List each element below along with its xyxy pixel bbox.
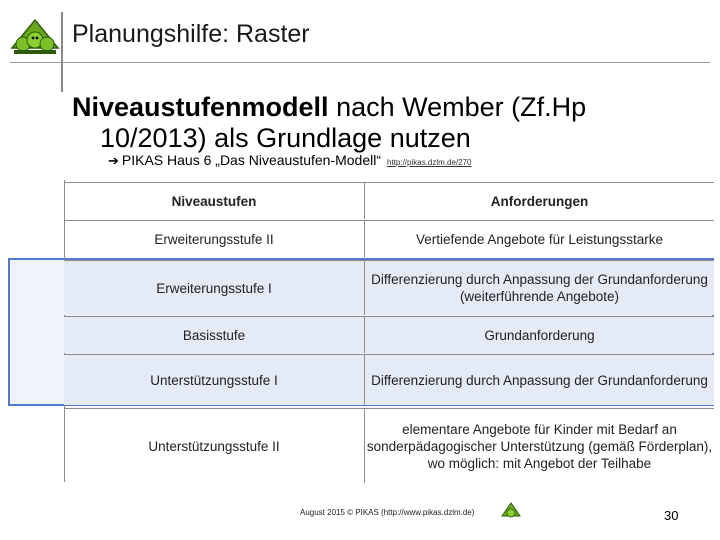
header-horizontal-divider bbox=[10, 62, 710, 63]
heading-line-2: 10/2013) als Grundlage nutzen bbox=[100, 123, 471, 153]
level-cell: Erweiterungsstufe II bbox=[64, 221, 365, 257]
requirement-cell: Differenzierung durch Anpassung der Grundanforderung (weiterführende Angebote) bbox=[371, 272, 708, 304]
niveaustufen-table bbox=[8, 180, 714, 482]
pikas-logo bbox=[8, 14, 62, 60]
footer-copyright: August 2015 © PIKAS (http://www.pikas.dzlm.de) bbox=[300, 508, 475, 517]
heading-rest: nach Wember (Zf.Hp bbox=[328, 92, 587, 122]
slide-heading bbox=[72, 92, 692, 154]
table-header-row bbox=[64, 182, 714, 219]
header-vertical-divider bbox=[61, 12, 63, 92]
reference-line bbox=[108, 152, 472, 169]
table-row bbox=[64, 408, 714, 483]
requirement-cell: Vertiefende Angebote für Leistungsstarke bbox=[416, 231, 663, 247]
heading-bold-term: Niveaustufenmodell bbox=[72, 92, 329, 122]
requirement-cell: Grundanforderung bbox=[484, 327, 595, 343]
requirement-cell: Differenzierung durch Anpassung der Grundanforderung bbox=[371, 372, 708, 388]
requirement-cell: elementare Angebote für Kinder mit Bedarf an sonderpädagogischer Unterstützung (gemäß Förderplan), wo möglich: mit Angebot der Teilhabe bbox=[366, 421, 713, 471]
footer-logo-icon bbox=[500, 500, 522, 522]
table-row bbox=[64, 260, 714, 315]
level-cell: Unterstützungsstufe I bbox=[64, 355, 365, 405]
right-arrow-icon: ➔ bbox=[108, 153, 119, 168]
header-anforderungen: Anforderungen bbox=[490, 193, 589, 209]
table-row bbox=[64, 354, 714, 405]
header-niveaustufen: Niveaustufen bbox=[64, 183, 365, 219]
level-cell: Erweiterungsstufe I bbox=[64, 261, 365, 315]
reference-link[interactable]: http://pikas.dzlm.de/270 bbox=[387, 158, 472, 167]
level-cell: Basisstufe bbox=[64, 317, 365, 353]
table-row bbox=[64, 316, 714, 353]
page-number: 30 bbox=[664, 508, 679, 523]
table-row bbox=[64, 220, 714, 257]
slide-title: Planungshilfe: Raster bbox=[72, 20, 310, 48]
level-cell: Unterstützungsstufe II bbox=[64, 409, 365, 483]
reference-text: PIKAS Haus 6 „Das Niveaustufen-Modell“ bbox=[121, 152, 382, 168]
